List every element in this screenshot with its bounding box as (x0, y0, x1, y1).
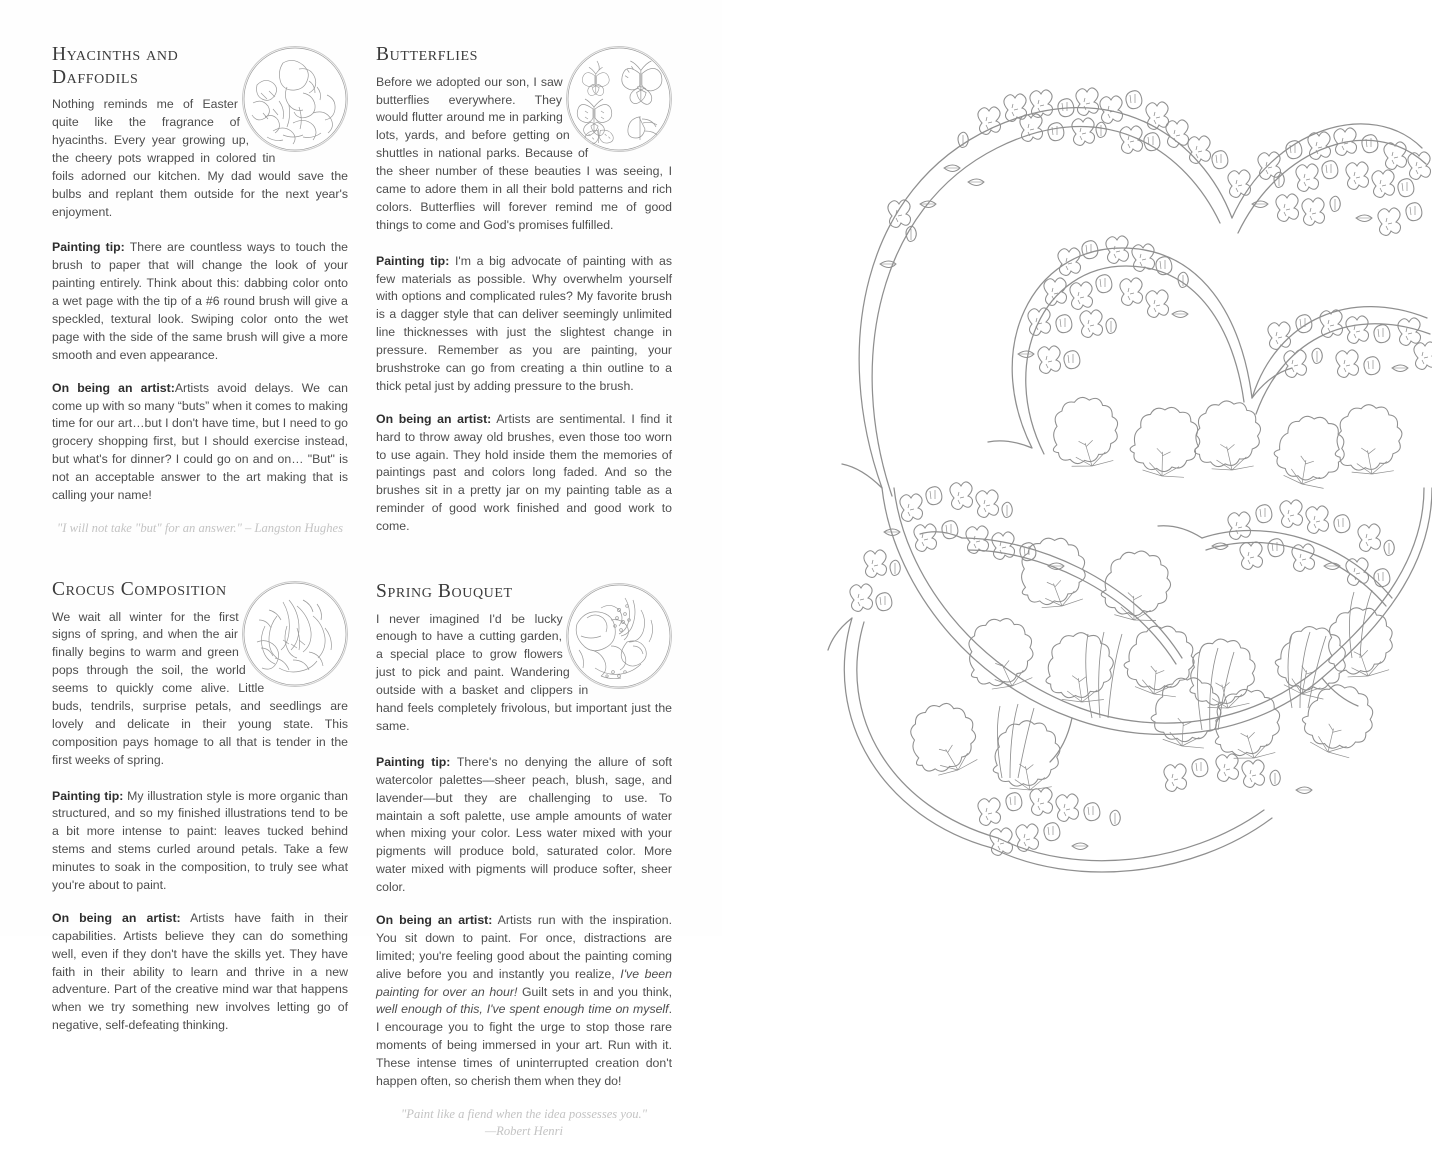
intro-text-spring-bouquet: I never imagined I'd be lucky enough to have a cutting garden, a special place to grow flowers just to pick and paint. Wandering outside with a basket and clippers in hand feels completely frivolous, but important just the same. (376, 611, 672, 733)
article-butterflies (376, 44, 672, 536)
column-right (376, 44, 672, 1160)
spring-florals-line-art-coloring-page (732, 18, 1432, 918)
painting-tip-label: Painting tip: (376, 253, 450, 268)
painting-tip-hyacinths (52, 239, 348, 364)
quote-line-2: —Robert Henri (484, 1123, 563, 1138)
painting-tip-label: Painting tip: (376, 754, 451, 769)
quote-langston-hughes: "I will not take "but" for an answer." – Langston Hughes (57, 520, 343, 535)
on-being-an-artist-text-part1: Artists run with the inspiration. You sit down to paint. For once, distractions are limited; you're feeling good about the painting coming alive before you and instantly you realize, (376, 912, 672, 981)
on-being-an-artist-hyacinths (52, 380, 348, 505)
article-spring-bouquet (376, 581, 672, 1140)
hyacinth-daffodil-circle-illustration (242, 46, 348, 152)
intro-text-butterflies: Before we adopted our son, I saw butterflies everywhere. They would flutter around me in parking lots, yards, and before getting on shuttles in national parks. Because of the sheer number of these beauties I was seeing, I came to adore them in all their bold patterns and rich colors. Butterflies will forever remind me of good things to come and God's promises fulfilled. (376, 74, 672, 232)
on-being-an-artist-text: Artists avoid delays. We can come up with so many “buts” when it comes to making time for our art…but I don't have time, but I need to go grocery shopping first, but I should exercise instead, but what's for dinner? I could go on and on… "But" is not an acceptable answer to the art making that is calling your name! (52, 380, 348, 503)
page-title-spring-bouquet: Spring Bouquet (376, 580, 513, 602)
intro-text-crocus: We wait all winter for the first signs of spring, and when the air finally begins to warm and green pops through the soil, the world seems to quickly come alive. Little buds, tendrils, surprise petals, and seedlings are lovely and delicate in their young state. This composition pays homage to all that is tender in the first weeks of spring. (52, 609, 348, 767)
on-being-an-artist-label: On being an artist: (52, 380, 175, 395)
on-being-an-artist-italic-2: well enough of this, I've spent enough time on myself (376, 1002, 669, 1017)
on-being-an-artist-spring-bouquet (376, 912, 672, 1091)
quote-line-1: "Paint like a fiend when the idea possesses you." (401, 1106, 647, 1121)
on-being-an-artist-label: On being an artist: (376, 411, 492, 426)
left-page (0, 0, 722, 1138)
on-being-an-artist-text-part2: Guilt sets in and you think, (517, 984, 672, 999)
painting-tip-text: There's no denying the allure of soft watercolor palettes—sheer peach, blush, sage, and lavender—but they are challenging to use. To maintain a soft palette, use ample amounts of water when mixing your color. Less water mixed with your pigments will produce bold, saturated color. More water mixed with pigments will produce softer, sheer color. (376, 754, 672, 895)
on-being-an-artist-crocus (52, 910, 348, 1035)
page-title-crocus: Crocus Composition (52, 578, 227, 600)
on-being-an-artist-label: On being an artist: (52, 910, 181, 925)
right-page (722, 0, 1445, 936)
page-title-butterflies: Butterflies (376, 44, 479, 65)
intro-text-hyacinths: Nothing reminds me of Easter quite like the fragrance of hyacinths. Every year growing up, the cheery pots wrapped in colored tin foils adorned our kitchen. My dad would save the bulbs and replant them outside for the next year's enjoyment. (52, 97, 348, 219)
column-left (52, 44, 348, 1160)
article-crocus-composition (52, 579, 348, 1035)
on-being-an-artist-text-part3: . I encourage you to fight the urge to stop those rare moments of being immersed in your art. Run with it. These intense times of uninterrupted creation don't happen often, so cherish them when they do! (376, 1002, 672, 1088)
spring-bouquet-circle-illustration (566, 583, 672, 689)
text-columns (52, 44, 672, 1160)
painting-tip-spring-bouquet (376, 754, 672, 897)
on-being-an-artist-butterflies (376, 411, 672, 536)
painting-tip-crocus (52, 788, 348, 895)
page-title-hyacinths: Hyacinths and Daffodils (52, 44, 179, 88)
quote-robert-henri (376, 1106, 672, 1140)
butterflies-circle-illustration (566, 46, 672, 152)
painting-tip-butterflies (376, 253, 672, 396)
on-being-an-artist-italic-1: I've been painting for over an hour! (376, 966, 672, 999)
on-being-an-artist-text: Artists are sentimental. I find it hard to throw away old brushes, even those too worn to use again. They hold inside them the memories of paintings past and colors long faded. And so the brushes sit in a pretty jar on my painting table as a reminder of good work finished and good work to come. (376, 411, 672, 534)
painting-tip-text: My illustration style is more organic than structured, and so my finished illustrations tend to be a bit more intense to paint: leaves tucked behind stems and stems curled around petals. Take a few minutes to soak in the composition, to truly see what you're about to paint. (52, 788, 348, 892)
painting-tip-label: Painting tip: (52, 788, 124, 803)
crocus-circle-illustration (242, 581, 348, 687)
on-being-an-artist-text: Artists have faith in their capabilities. Artists believe they can do something well, even if they don't have the skills yet. They have faith in their ability to learn and thrive in a new adventure. Part of the creative mind war that happens when we try something new involves letting go of negative, self-defeating thinking. (52, 910, 348, 1033)
article-hyacinths-and-daffodils (52, 44, 348, 537)
painting-tip-text: I'm a big advocate of painting with as few materials as possible. Why overwhelm yourself with options and complicated rules? My favorite brush is a dagger style that can deliver seemingly unlimited line thicknesses with just the slightest change in pressure. Remember as you are painting, your brushstroke can go from creating a thin outline to a thick petal just by adding pressure to the brush. (376, 253, 672, 393)
painting-tip-label: Painting tip: (52, 240, 125, 255)
painting-tip-text: There are countless ways to touch the brush to paper that will change the look of your painting entirely. Think about this: dabbing color onto a wet page with the tip of a #6 round brush will give a speckled, textural look. Swiping color onto the wet page with the side of the same brush will give a more smooth and even appearance. (52, 240, 348, 362)
on-being-an-artist-label: On being an artist: (376, 912, 493, 927)
